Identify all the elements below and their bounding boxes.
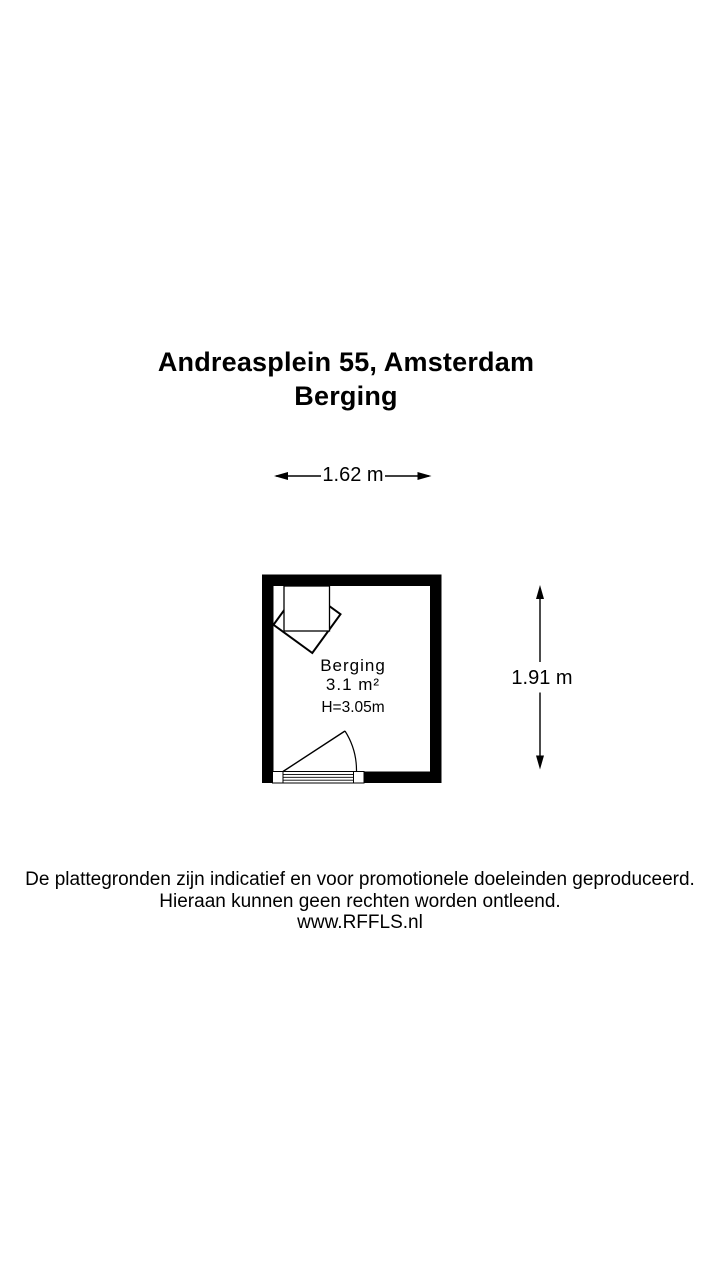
disclaimer-line-1: De plattegronden zijn indicatief en voor promotionele doeleinden geproduceerd. [25,869,695,890]
door-swing-arc [345,731,357,772]
arrow-up-icon [536,585,544,599]
door-leaf [283,731,345,772]
fixture-boxes [274,586,341,653]
arrow-down-icon [536,756,544,770]
room-name-label: Berging [320,656,386,675]
arrow-left-icon [274,472,288,480]
page-title [16,346,676,413]
disclaimer [0,869,720,934]
wall-top [262,575,442,587]
door [273,731,365,783]
fixture-straight-box [284,586,330,631]
room-ceiling-height-label: H=3.05m [321,699,385,716]
wall-bottom-right [364,772,442,784]
door-jamb-left [273,772,284,784]
arrow-right-icon [418,472,432,480]
door-threshold [283,772,354,784]
wall-bottom-left-stub [262,772,273,784]
wall-left [262,575,274,784]
door-jamb-right [354,772,365,784]
disclaimer-website: www.RFFLS.nl [297,912,423,933]
disclaimer-line-2: Hieraan kunnen geen rechten worden ontleend. [159,890,561,912]
fixture-rotated-box [274,586,341,653]
height-dimension-label: 1.91 m [511,667,573,689]
page-title-address: Andreasplein 55, Amsterdam [157,347,535,377]
room-area-label: 3.1 m² [325,675,381,694]
page-title-room: Berging [294,380,398,411]
width-dimension-label: 1.62 m [322,464,384,486]
